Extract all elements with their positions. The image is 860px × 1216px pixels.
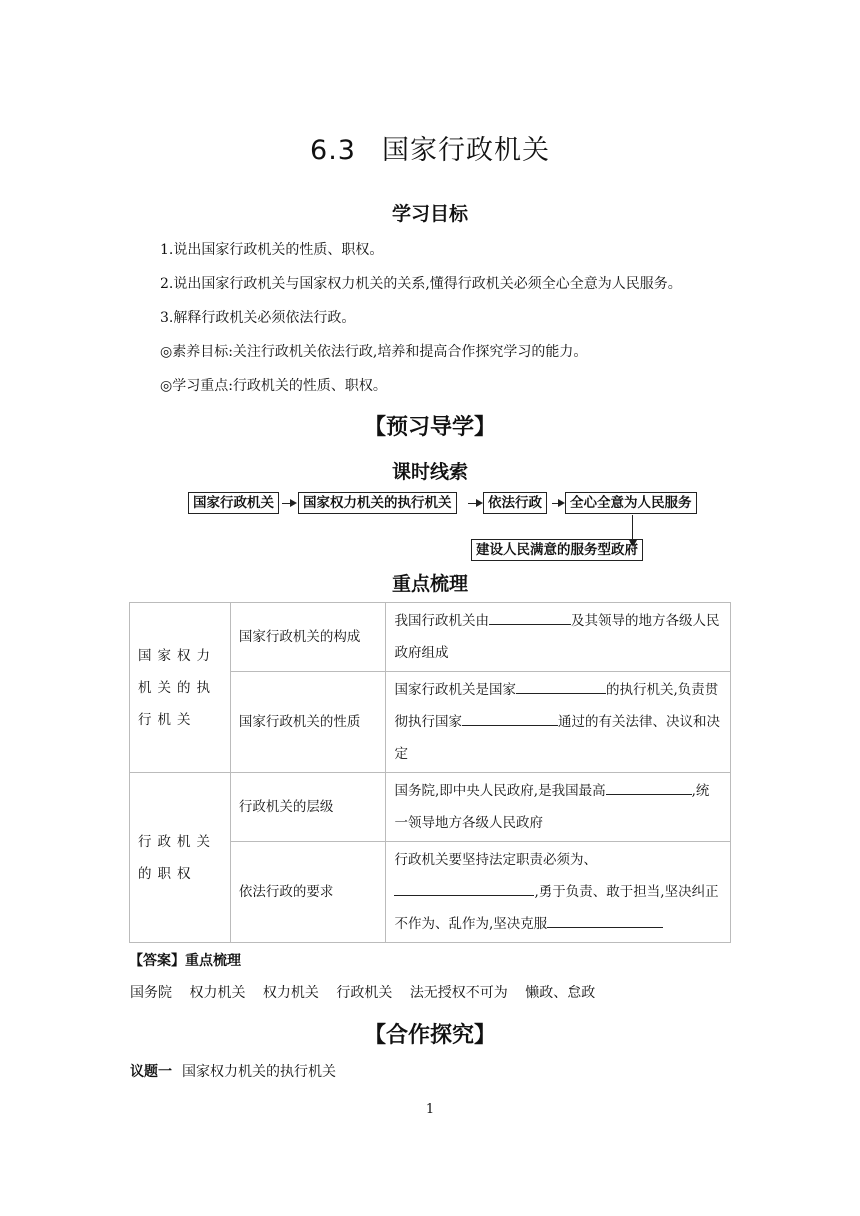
answer-item: 权力机关 xyxy=(189,985,246,1001)
key-points-heading: 重点梳理 xyxy=(391,573,468,595)
item-cell: 国家行政机关的性质 xyxy=(230,672,386,773)
fill-blank xyxy=(516,677,606,694)
goal-item-1: 1.说出国家行政机关的性质、职权。 xyxy=(160,242,384,258)
content-cell: 国务院,即中央人民政府,是我国最高 ,统一领导地方各级人民政府 xyxy=(386,773,731,842)
answer-label: 【答案】重点梳理 xyxy=(129,953,241,969)
table-row xyxy=(130,603,731,672)
answer-item: 权力机关 xyxy=(262,985,319,1001)
fill-blank xyxy=(394,879,534,896)
group-cell: 国家权力机关的执行机关 xyxy=(130,603,231,773)
item-cell: 国家行政机关的构成 xyxy=(230,603,386,672)
flow-box-rule-of-law: 依法行政 xyxy=(483,492,547,514)
table-row xyxy=(130,773,731,842)
flow-arrow xyxy=(552,503,563,504)
topic-label: 议题一 xyxy=(130,1064,172,1080)
group-cell: 行政机关的职权 xyxy=(130,773,231,943)
flow-box-service-government: 建设人民满意的服务型政府 xyxy=(471,539,643,561)
section-number: 6.3 xyxy=(310,135,356,166)
answer-item: 行政机关 xyxy=(336,985,393,1001)
flow-box-serve-people: 全心全意为人民服务 xyxy=(565,492,697,514)
key-points-table xyxy=(129,602,731,943)
literacy-goal: ◎素养目标:关注行政机关依法行政,培养和提高合作探究学习的能力。 xyxy=(160,344,588,360)
goal-item-2: 2.说出国家行政机关与国家权力机关的关系,懂得行政机关必须全心全意为人民服务。 xyxy=(160,276,682,292)
content-cell: 我国行政机关由 及其领导的地方各级人民政府组成 xyxy=(386,603,731,672)
topic-text: 国家权力机关的执行机关 xyxy=(182,1064,336,1080)
fill-blank xyxy=(489,608,571,625)
flow-connector xyxy=(632,515,633,541)
item-cell: 行政机关的层级 xyxy=(230,773,386,842)
preview-heading: 【预习导学】 xyxy=(363,415,496,440)
answer-item: 法无授权不可为 xyxy=(409,985,508,1001)
answer-list xyxy=(130,982,608,1002)
title-text: 国家行政机关 xyxy=(381,135,550,166)
flow-arrow xyxy=(468,503,481,504)
learning-goals-heading: 学习目标 xyxy=(391,203,468,225)
coop-heading: 【合作探究】 xyxy=(363,1023,496,1048)
fill-blank xyxy=(462,709,558,726)
item-cell: 依法行政的要求 xyxy=(230,842,386,943)
flow-box-admin-organ: 国家行政机关 xyxy=(188,492,279,514)
flow-arrow xyxy=(282,503,295,504)
fill-blank xyxy=(547,911,663,928)
content-cell: 国家行政机关是国家 的执行机关,负责贯彻执行国家 通过的有关法律、决议和决定 xyxy=(386,672,731,773)
flow-box-executive-organ: 国家权力机关的执行机关 xyxy=(298,492,457,514)
answer-item: 懒政、怠政 xyxy=(525,985,596,1001)
page-number: 1 xyxy=(425,1102,435,1117)
key-focus: ◎学习重点:行政机关的性质、职权。 xyxy=(160,378,387,394)
page-title xyxy=(0,128,860,167)
fill-blank xyxy=(606,778,692,795)
content-cell: 行政机关要坚持法定职责必须为、,勇于负责、敢于担当,坚决纠正不作为、乱作为,坚决克服 xyxy=(386,842,731,943)
topic-line xyxy=(130,1061,336,1081)
answer-item: 国务院 xyxy=(130,985,172,1001)
clue-heading: 课时线索 xyxy=(391,461,468,483)
goal-item-3: 3.解释行政机关必须依法行政。 xyxy=(160,310,356,326)
